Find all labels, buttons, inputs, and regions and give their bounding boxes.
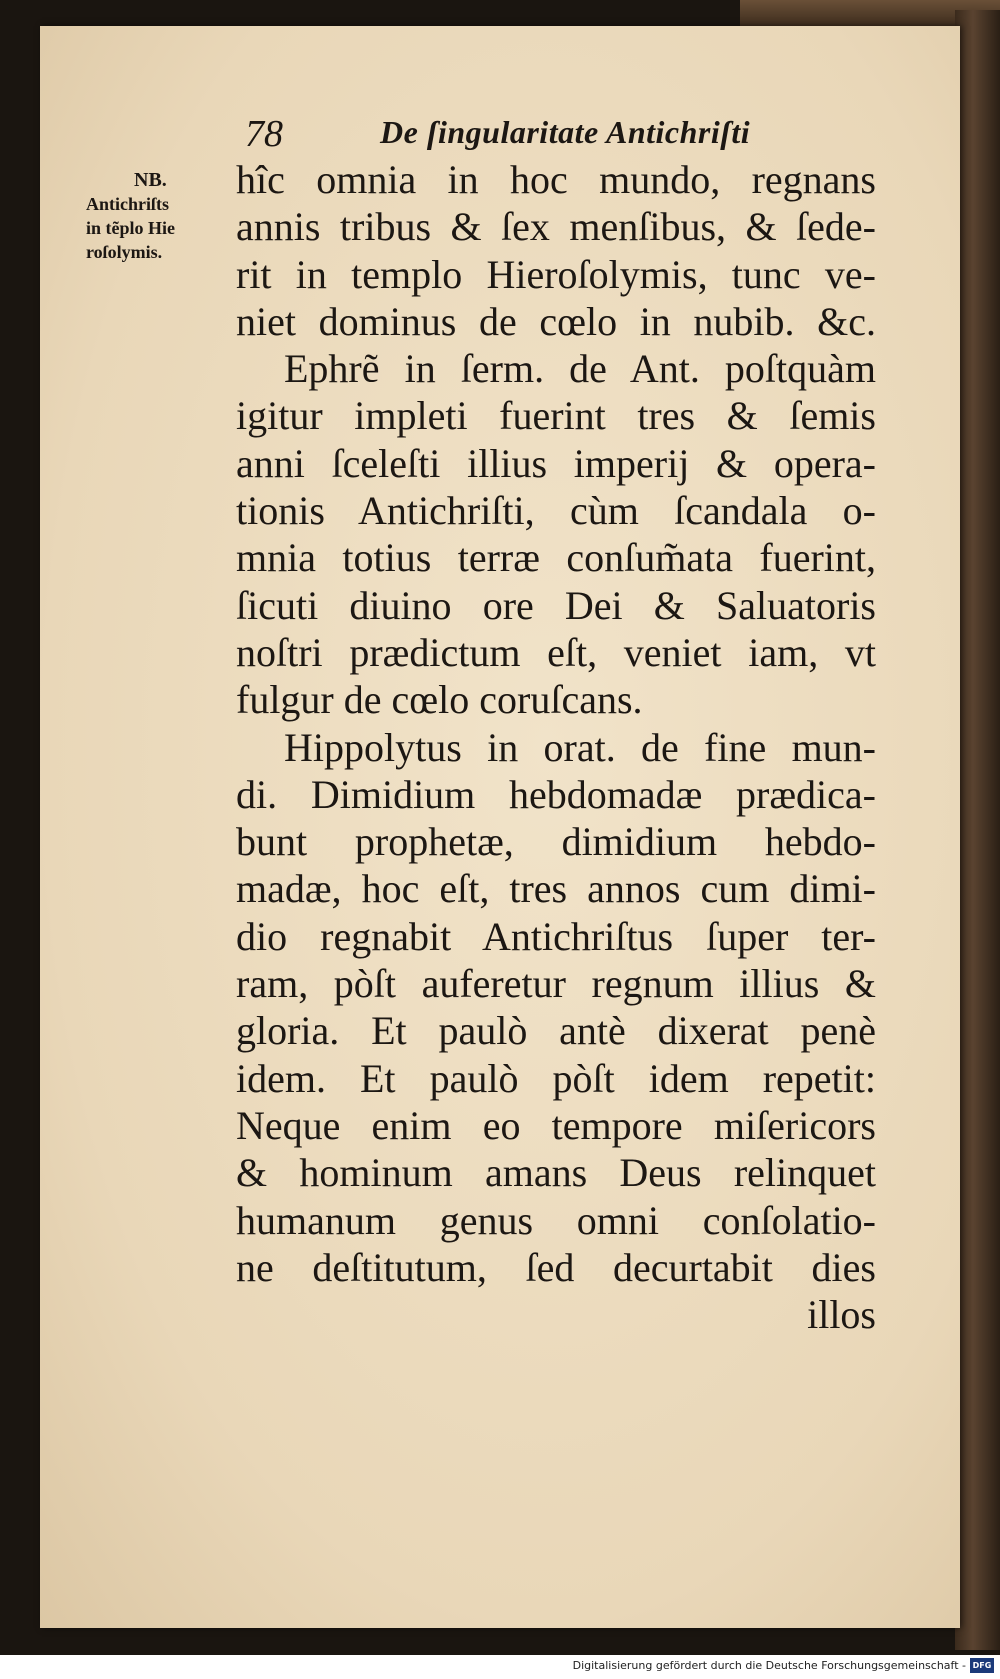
text-line: madæ, hoc eſt, tres annos cum dimi- [236,866,876,912]
text-line: Neque enim eo tempore miſericors [236,1102,876,1148]
digitization-footer [0,1655,1000,1679]
book-cover-edge [955,10,1000,1650]
text-line: & hominum amans Deus relinquet [236,1150,876,1196]
text-line: humanum genus omni conſolatio- [236,1197,876,1243]
marginal-note-line: NB. [134,169,167,191]
marginal-note-line: roſolymis. [86,242,163,262]
text-line: Hippolytus in orat. de fine mun- [284,724,876,770]
text-line: tionis Antichriſti, cùm ſcandala o- [236,488,876,534]
text-line: ram, pòſt auferetur regnum illius & [236,961,876,1007]
catchword: illos [807,1292,876,1338]
text-line: bunt prophetæ, dimidium hebdo- [236,819,876,865]
marginal-note-line: Antichriſts [86,194,169,214]
text-line: igitur impleti fuerint tres & ſemis [236,393,876,439]
text-line: ſicuti diuino ore Dei & Saluatoris [236,582,876,628]
text-line: niet dominus de cœlo in nubib. &c. [236,298,876,344]
page-number: 78 [245,113,283,155]
text-line: mnia totius terræ conſum̃ata fuerint, [236,535,876,581]
text-line: fulgur de cœlo coruſcans. [236,677,643,723]
running-head: De ſingularitate Antichriſti [380,114,751,150]
text-line: ne deſtitutum, ſed decurtabit dies [236,1244,876,1290]
text-line: dio regnabit Antichriſtus ſuper ter- [236,913,876,959]
dfg-logo: DFG [970,1658,994,1673]
text-line: idem. Et paulò pòſt idem repetit: [236,1055,876,1101]
text-line: di. Dimidium hebdomadæ prædica- [236,771,876,817]
text-line: gloria. Et paulò antè dixerat penè [236,1008,876,1054]
text-line: Ephrẽ in ſerm. de Ant. poſtquàm [284,346,876,392]
body-text [236,156,876,1338]
page-header [245,112,805,162]
text-line: noſtri prædictum eſt, veniet iam, vt [236,629,876,675]
marginal-note-line: in tẽplo Hie [86,218,175,238]
text-line: hîc omnia in hoc mundo, regnans [236,157,876,202]
text-line: rit in templo Hieroſolymis, tunc ve- [236,251,876,297]
text-line: anni ſceleſti illius imperij & opera- [236,440,876,486]
text-line: annis tribus & ſex menſibus, & ſede- [236,204,876,250]
marginal-note [86,168,246,264]
footer-credit: Digitalisierung gefördert durch die Deutsche Forschungsgemeinschaft - [572,1659,966,1672]
